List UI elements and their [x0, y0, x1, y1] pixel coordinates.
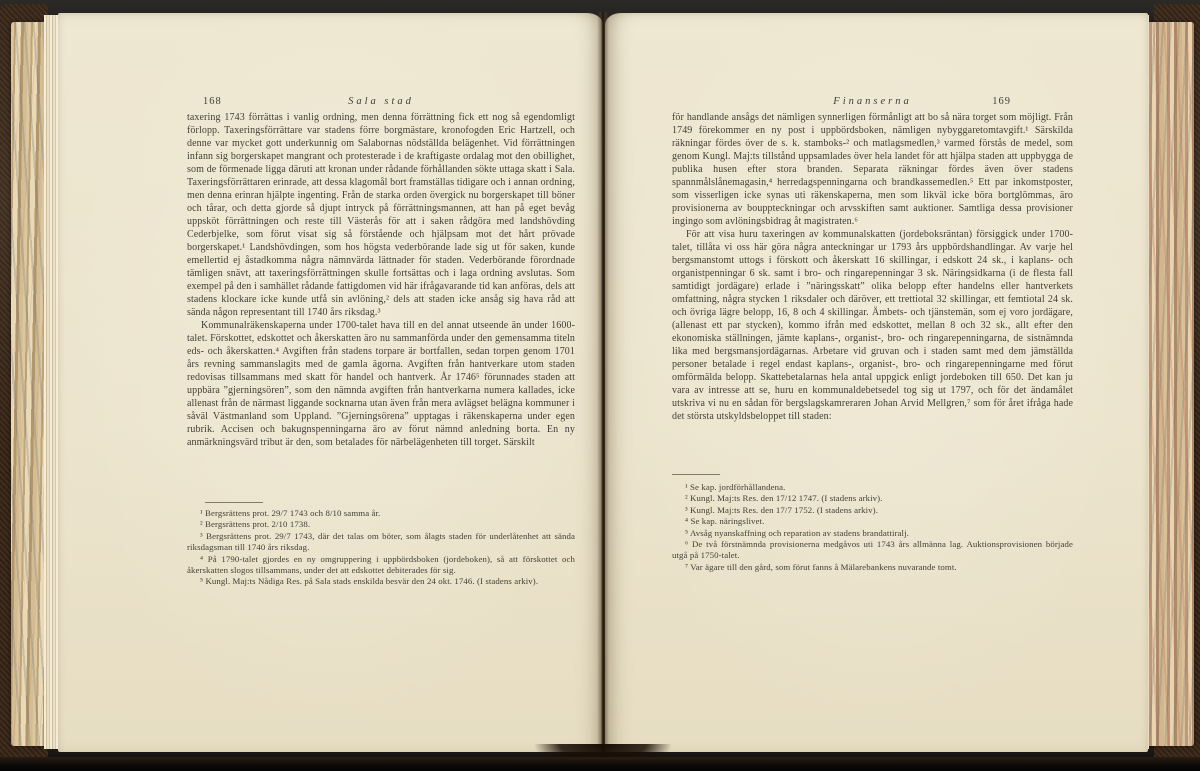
page-header-right — [672, 96, 1073, 110]
footnote: ⁷ Var ägare till den gård, som förut fanns å Mälarebankens nuvarande tomt. — [685, 561, 957, 572]
page-number-right: 169 — [992, 96, 1011, 107]
page-right — [605, 13, 1148, 752]
footnote: ⁶ De två förstnämnda provisionerna medgåvos uti 1743 års allmänna lag. Auktionsprovisionen började utgå på 1750-talet. — [672, 539, 1073, 561]
footnote: ⁵ Kungl. Maj:ts Nådiga Res. på Sala stads enskilda besvär den 24 okt. 1746. (I stadens arkiv). — [200, 576, 539, 587]
body-text-left — [187, 111, 575, 449]
book-gutter — [597, 12, 609, 752]
page-header-left — [187, 96, 575, 110]
body-paragraph: För att visa huru taxeringen av kommunalskatten (jordeboksräntan) försiggick under 1700-talet, tillåta vi oss här göra några anteckningar ur 1793 års uppbördshandlingar. Av varje hel bergsmanstomt uttogs i förskott och åkerskatt 16 skillingar, i edskott 24 sk., i kaplans- och organistpenningar 6 sk. samt i bro- och ringarepenningar 3 sk. Näringsidkarna (i de flesta fall samtidigt jordägare) erlade i ”näringsskatt” olika belopp efter handelns eller hantverkets omfattning, några stycken 1 riksdaler och däröver, ett trettiotal 32 skillingar, ett femtiotal 24 sk. och övriga lägre belopp, 16, 8 och 4 skillingar. Ämbets- och tjänstemän, som ej voro jordägare, (allenast ett par stycken), kommo ifrån med edskottet, mellan 8 och 32 sk., allt efter den ekonomiska ställningen, jämte kaplans-, organist-, bro- och ringarepenningarna, de sistnämnda lika med bergsmansjordägarnas. Arbetare vid gruvan och i staden samt med dem jämställda personer betalade i regel endast kaplans-, organist-, bro- och ringarepenningarne med förut omförmälda belopp. Skattebetalarnas hela antal uppgick enligt jordeboken till 650. Det kan ju vara av intresse att se, huru en kommunaldebetsedel tog sig ut 1797, och för det ändamålet utskriva vi nu en sådan för bergslagskamreraren Johan Arvid Mellgren,⁷ som för året ifråga hade det största utskyldsbeloppet till staden: — [672, 229, 1073, 422]
footnote-separator-right — [672, 474, 720, 475]
footnote: ³ Kungl. Maj:ts Res. den 17/7 1752. (I stadens arkiv). — [685, 504, 878, 515]
running-header-right: Finanserna — [833, 96, 912, 107]
page-number-left: 168 — [203, 96, 222, 107]
footnote: ⁴ På 1790-talet gjordes en ny omgruppering i uppbördsboken (jordeboken), så att förskottet och åkerskatten slogos tillsammans, under det att edskottet debiterades för sig. — [187, 553, 575, 576]
running-header-left: Sala stad — [348, 96, 414, 107]
body-paragraph: för handlande ansågs det nämligen synnerligen förmånligt att bo så nära torget som möjligt. Från 1749 förekommer en ny post i uppbördsboken, nämligen nybyggaretomtavgift.¹ Särskilda räkningar fördes över de s. k. stamboks-² och matlagsmedlen,³ varmed förstås de medel, som genom Kungl. Maj:ts tillstånd uppsamlades över hela landet för att hjälpa staden att uppbygga de publika husen efter stora branden. Separata räkningar fördes även över stadens spannmålslånemagasin,⁴ herredagspenningarna och brandkassemedlen.⁵ Ett par inkomstposter, som visserligen icke synas uti räkenskaperna, men som likväl icke böra bortglömmas, äro provisionerna av bouppteckningar och arvsskiften samt auktioner. Samtliga dessa provisioner ingingo som avlöningsbidrag åt magistraten.⁶ — [672, 112, 1073, 227]
table-surface-shadow — [0, 757, 1200, 771]
footnotes-right — [672, 482, 1073, 573]
footnotes-left — [187, 508, 575, 588]
footnote: ² Bergsrättens prot. 2/10 1738. — [200, 519, 311, 530]
body-text-right — [672, 111, 1073, 423]
footnote: ⁵ Avsåg nyanskaffning och reparation av stadens brandattiralj. — [685, 527, 909, 538]
footnote: ³ Bergsrättens prot. 29/7 1743, där det talas om böter, som ålagts staden för underlåtenhet att sända riksdagsman till 1740 års riksdag. — [187, 530, 575, 553]
footnote: ⁴ Se kap. näringslivet. — [685, 516, 765, 527]
body-paragraph: taxering 1743 förrättas i vanlig ordning, men denna förrättning fick ett nog så egendomligt förlopp. Taxeringsförrättare var stadens förre borgmästare, kronofogden Eric Hartzell, och denne var mycket gott underkunnig om Salabornas nödställda belägenhet. Vid förrättningen infann sig borgerskapet mangrant och protesterade i de kraftigaste ordalag mot den obillighet, som de förmenade ligga däruti att kronan under rådande förhållanden sökte uttaga skatt i Sala. Taxeringsförrättaren erinrade, att dessa klagomål bort framställas tidigare och i annan ordning, men denna erinran hjälpte ingenting. Från de starka orden övergick nu borgerskapet till böner och tårar, och detta gjorde så djupt intryck på förrättningsmannen, att han på eget bevåg uppsköt förrättningen och reste till Västerås för att i saken rådgöra med landshövding Cederbjelke, som förut visat sig så förstående och hjälpsam mot det hårt prövade borgerskapet.¹ Landshövdingen, som hos högsta vederbörande lade sig ut för saken, kunde emellertid ej åstadkomma några nämnvärda lättnader för staden. Vederbörande förordnade tämligen snävt, att taxeringsförrättningen skulle fortsättas och i laga ordning avslutas. Som exempel på den i samhället rådande fattigdomen vid här ifrågavarande tid kan anföras, dels att stadens klockare icke kunde utfå sin avlöning,² dels att staden icke ansåg sig hava råd att sända någon representant till 1740 års riksdag.³ — [187, 112, 575, 318]
footnote-separator-left — [205, 502, 263, 503]
footnote: ¹ Bergsrättens prot. 29/7 1743 och 8/10 samma år. — [200, 508, 381, 518]
page-left — [58, 13, 603, 752]
marbled-page-edge-right — [1146, 22, 1194, 746]
footnote: ¹ Se kap. jordförhållandena. — [685, 482, 786, 492]
footnote: ² Kungl. Maj:ts Res. den 17/12 1747. (I stadens arkiv). — [685, 493, 883, 504]
body-paragraph: Kommunalräkenskaperna under 1700-talet hava till en del annat utseende än under 1600-talet. Förskottet, edskottet och åkerskatten äro nu sammanförda under den gemensamma titeln eds- och åkerskatten.⁴ Avgiften från stadens torpare är bortfallen, sedan torpen genom 1701 års revning sammanslagits med de gamla ägorna. Avgiften från hantverkare utom staden redovisas tillsammans med skatt för handel och hantverk. År 1746⁵ förunnades staden att uppbära ”gjerningsören”, som den nämnda avgiften från hantverkarna numera kallades, icke allenast från de närmast liggande socknarna utan även från mera avlägset belägna kommuner i såväl Västmanland som Uppland. ”Gjerningsörena” upptagas i räkenskaperna under egen rubrik. Accisen och bakugnspenningarna äro av förut nämnd anledning borta. En ny anmärkningsvärd tribut är den, som betalades för närbelägenheten till torget. Särskilt — [187, 320, 575, 448]
